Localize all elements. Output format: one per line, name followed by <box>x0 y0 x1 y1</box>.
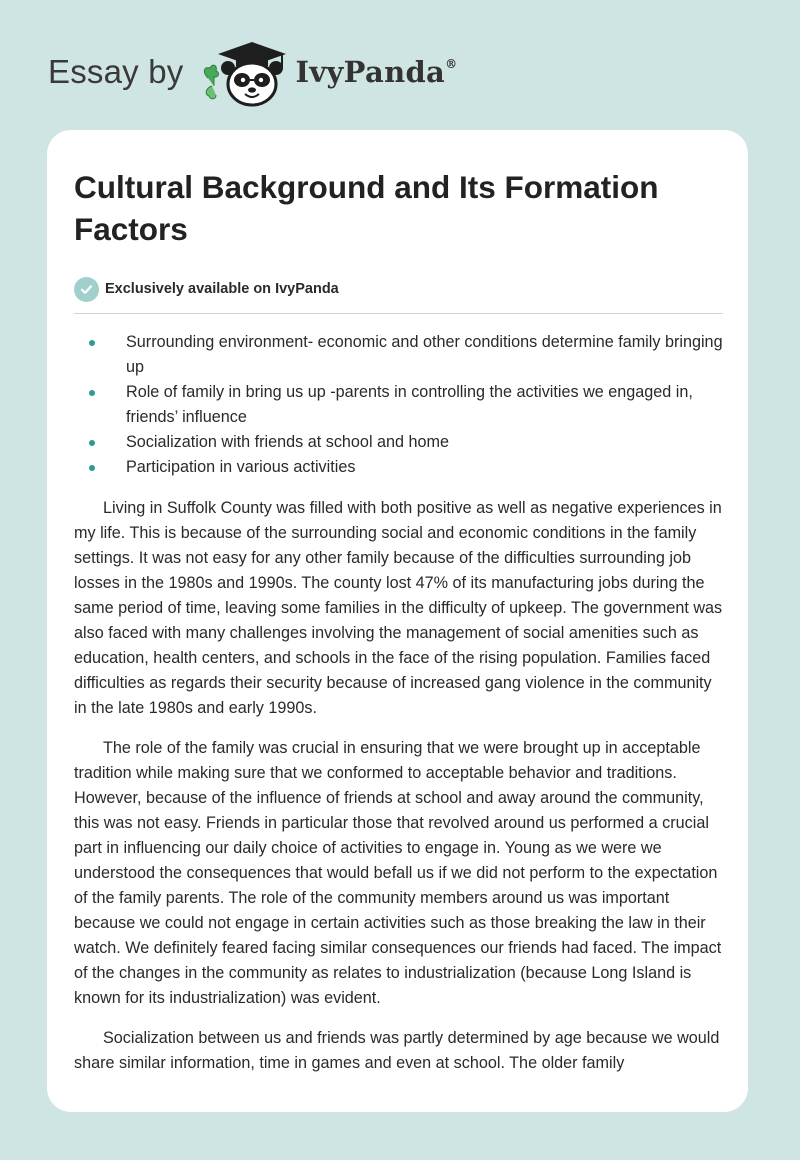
exclusive-badge-label: Exclusively available on IvyPanda <box>105 281 339 297</box>
ivypanda-brand[interactable]: IvyPanda® <box>295 55 458 89</box>
check-circle-icon <box>74 277 99 302</box>
bullet-icon <box>89 440 95 446</box>
essay-content <box>74 166 723 1076</box>
divider <box>74 313 723 314</box>
bullet-icon <box>89 465 95 471</box>
bullet-icon <box>89 340 95 346</box>
list-item: Surrounding environment- economic and other conditions determine family bringing up <box>74 330 723 380</box>
exclusive-badge <box>74 276 723 302</box>
outline-list <box>74 330 723 480</box>
bullet-icon <box>89 390 95 396</box>
essay-title: Cultural Background and Its Formation Factors <box>74 169 659 247</box>
essay-by-label: Essay by <box>48 53 184 90</box>
panda-logo-icon[interactable] <box>198 36 290 108</box>
body-paragraph: The role of the family was crucial in ensuring that we were brought up in acceptable tradition while making sure that we conformed to acceptable behavior and traditions. However, because of the influence of friends at school and away around the community, this was not easy. Friends in particular those that revolved around us performed a crucial part in influencing our daily choice of activities to engage in. Young as we were we understood the consequences that would befall us if we did not perform to the expectation of the family parents. The role of the community members around us was important because we could not engage in certain activities such as those breaking the law in their watch. We definitely feared facing similar consequences our friends had faced. The impact of the changes in the community as relates to industrialization (because Long Island is known for its industrialization) was evident. <box>74 739 722 1007</box>
essay-card <box>47 130 748 1112</box>
body-paragraph: Living in Suffolk County was filled with both positive as well as negative experiences in my life. This is because of the surrounding social and economic conditions in the family settings. It was not easy for any other family because of the difficulties surrounding job losses in the 1980s and 1990s. The county lost 47% of its manufacturing jobs during the same period of time, leaving some families in the difficulty of upkeep. The government was also faced with many challenges involving the management of social amenities such as education, health centers, and schools in the face of the rising population. Families faced difficulties as regards their security because of increased gang violence in the community in the late 1980s and early 1990s. <box>74 499 723 717</box>
list-item: Socialization with friends at school and home <box>74 430 723 455</box>
list-item: Participation in various activities <box>74 455 723 480</box>
body-paragraph: Socialization between us and friends was partly determined by age because we would share similar information, time in games and even at school. The older family <box>74 1029 720 1072</box>
list-item: Role of family in bring us up -parents in controlling the activities we engaged in, friends’ influence <box>74 380 723 430</box>
site-header <box>48 36 457 108</box>
